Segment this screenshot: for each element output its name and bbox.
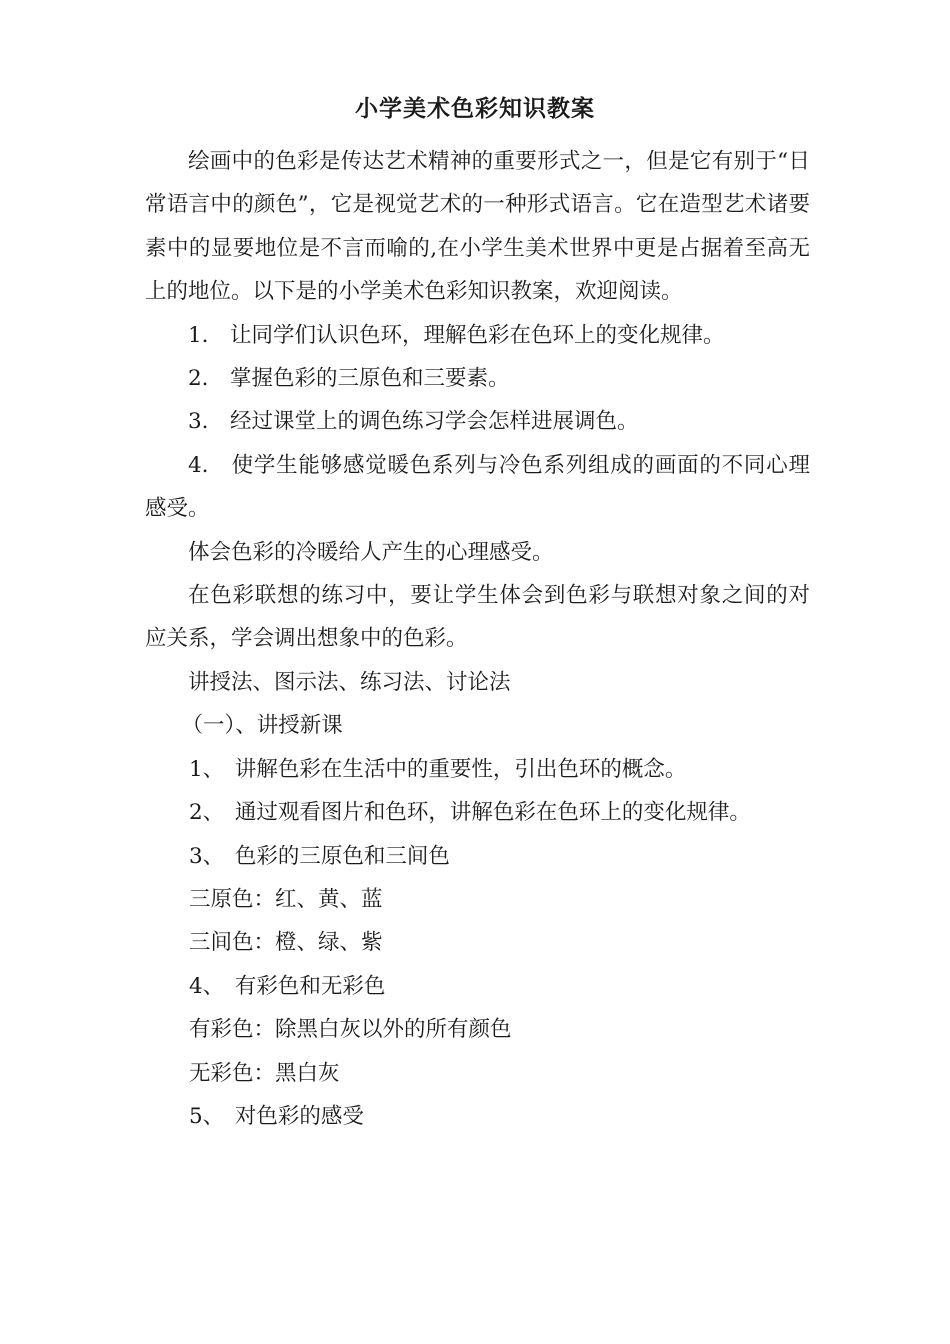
step-line-4: 4、 有彩色和无彩色 [189,973,386,999]
goal-item-3: 3. 经过课堂上的调色练习学会怎样进展调色。 [188,409,639,435]
step-line-2: 2、 通过观看图片和色环，讲解色彩在色环上的变化规律。 [189,800,751,826]
difficulty-paragraph: 在色彩联想的练习中，要让学生体会到色彩与联想对象之间的对应关系，学会调出想象中的色彩。 [145,583,810,652]
intro-paragraph: 绘画中的色彩是传达艺术精神的重要形式之一，但是它有别于“日常语言中的颜色”，它是视觉艺术的一种形式语言。它在造型艺术诸要素中的显要地位是不言而喻的,在小学生美术世界中更是占据着至高无上的地位。以下是的小学美术色彩知识教案，欢迎阅读。 [145,149,810,305]
chromatic-colors-line: 有彩色：除黑白灰以外的所有颜色 [189,1017,512,1043]
step-line-5: 5、 对色彩的感受 [189,1103,364,1129]
methods-paragraph: 讲授法、图示法、练习法、讨论法 [188,669,511,695]
document-body [145,140,810,1138]
secondary-colors-line: 三间色：橙、绿、紫 [189,930,383,956]
goal-item-1: 1. 让同学们认识色环，理解色彩在色环上的变化规律。 [188,322,725,348]
key-point-paragraph: 体会色彩的冷暖给人产生的心理感受。 [188,539,554,565]
achromatic-colors-line: 无彩色：黑白灰 [189,1060,340,1086]
step-line-1: 1、 讲解色彩在生活中的重要性，引出色环的概念。 [189,756,687,782]
section-heading: （一）、讲授新课 [181,713,343,739]
goal-item-2: 2. 掌握色彩的三原色和三要素。 [188,366,510,392]
document-title: 小学美术色彩知识教案 [355,95,595,122]
step-line-3: 3、 色彩的三原色和三间色 [189,843,450,869]
goal-item-4: 4. 使学生能够感觉暖色系列与冷色系列组成的画面的不同心理感受。 [145,452,810,522]
primary-colors-line: 三原色：红、黄、蓝 [189,886,383,912]
